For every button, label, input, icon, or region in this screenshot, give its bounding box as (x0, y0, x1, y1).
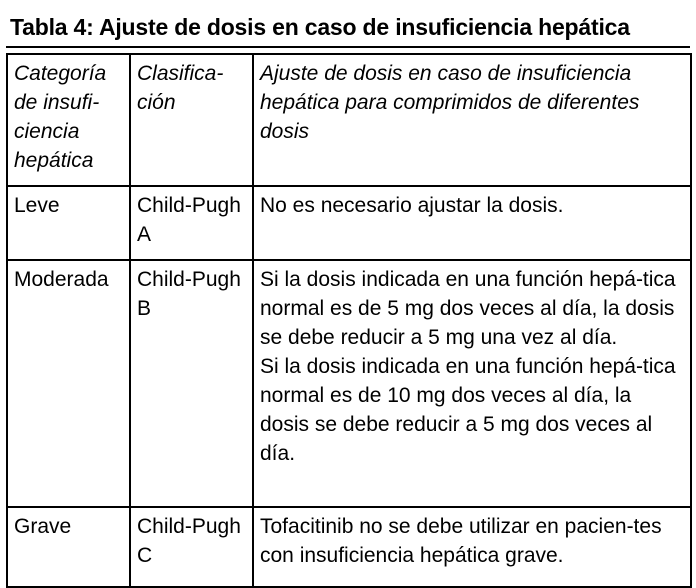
dose-adjustment-table (6, 53, 692, 588)
table-title: Tabla 4: Ajuste de dosis en caso de insuficiencia hepática (10, 14, 630, 40)
table-title-bar (6, 8, 690, 48)
table-row-leve (7, 186, 691, 260)
cell-classification: Child-Pugh B (130, 260, 253, 507)
adjustment-paragraph: Tofacitinib no se debe utilizar en pacien-tes con insuficiencia hepática grave. (260, 515, 662, 567)
cell-classification: Child-Pugh C (130, 507, 253, 587)
cell-classification: Child-Pugh A (130, 186, 253, 260)
cell-adjustment (253, 260, 691, 507)
cell-adjustment (253, 186, 691, 260)
table-row-grave (7, 507, 691, 587)
cell-category: Leve (7, 186, 130, 260)
adjustment-paragraph: Si la dosis indicada en una función hepá-tica normal es de 10 mg dos veces al día, la dosis se debe reducir a 5 mg dos veces al día. (260, 355, 676, 465)
table-row-moderada (7, 260, 691, 507)
table-header-row (7, 54, 691, 186)
header-classification: Clasifica-ción (130, 54, 253, 186)
header-dose-adjustment: Ajuste de dosis en caso de insuficiencia hepática para comprimidos de diferentes dosis (253, 54, 691, 186)
adjustment-paragraph: Si la dosis indicada en una función hepá-tica normal es de 5 mg dos veces al día, la dosis se debe reducir a 5 mg una vez al día. (260, 268, 676, 349)
cell-category: Moderada (7, 260, 130, 507)
cell-adjustment (253, 507, 691, 587)
cell-category: Grave (7, 507, 130, 587)
adjustment-paragraph: No es necesario ajustar la dosis. (260, 194, 564, 217)
header-category: Categoría de insufi-ciencia hepática (7, 54, 130, 186)
